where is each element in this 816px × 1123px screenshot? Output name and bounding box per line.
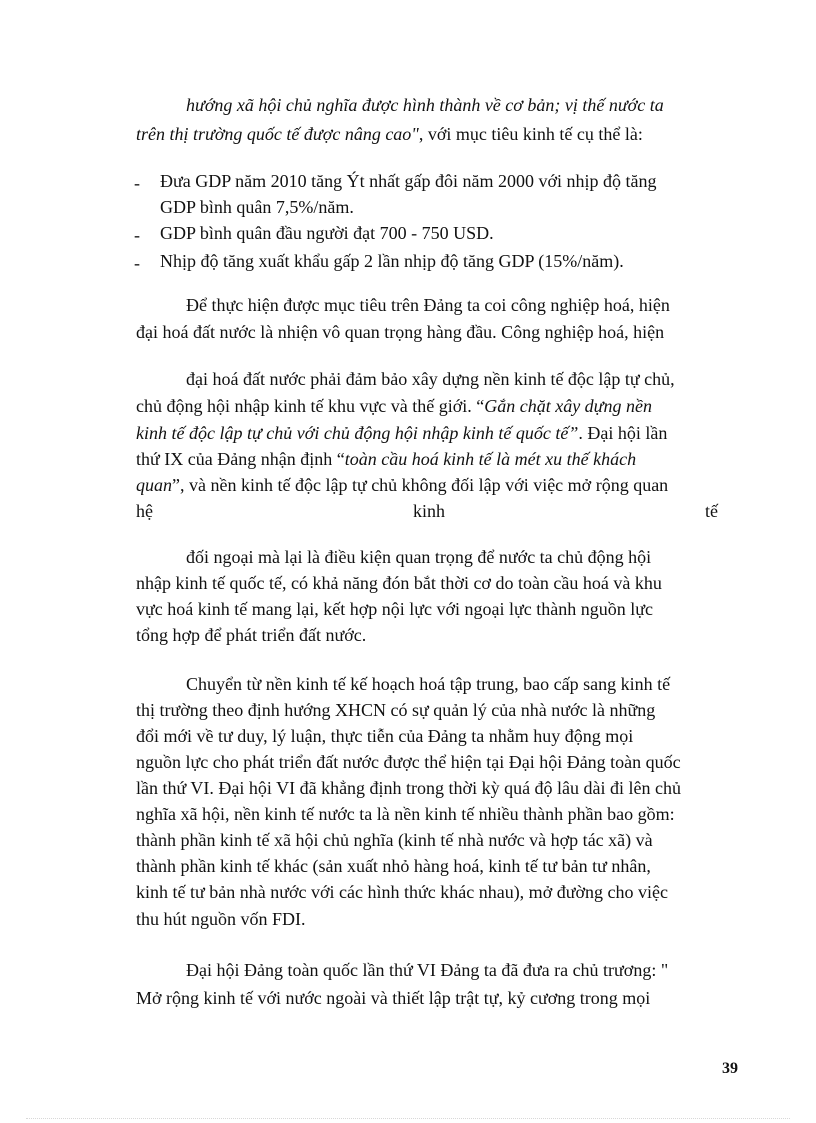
para3-line5	[136, 472, 718, 498]
para5-line: thành phần kinh tế xã hội chủ nghĩa (kinh tế nhà nước và hợp tác xã) và	[136, 830, 653, 850]
para3-line5-italic: quan	[136, 475, 172, 495]
para3-line4a: thứ IX của Đảng nhận định “	[136, 449, 345, 469]
para1-line2-italic: trên thị trường quốc tế được nâng cao"	[136, 124, 419, 144]
bullet-2-line1: GDP bình quân đầu người đạt 700 - 750 USD.	[160, 223, 494, 243]
bullet-3-line1: Nhịp độ tăng xuất khẩu gấp 2 lần nhịp độ tăng GDP (15%/năm).	[160, 251, 624, 271]
para5-line: Chuyển từ nền kinh tế kế hoạch hoá tập trung, bao cấp sang kinh tế	[186, 674, 671, 694]
para3-line2b: Gắn chặt xây dựng nền	[484, 396, 652, 416]
para2-line2: đại hoá đất nước là nhiện vô quan trọng hàng đầu. Công nghiệp hoá, hiện	[136, 322, 665, 342]
para6-line1: Đại hội Đảng toàn quốc lần thứ VI Đảng ta đã đưa ra chủ trương: "	[186, 960, 669, 980]
para5-line: đổi mới về tư duy, lý luận, thực tiễn của Đảng ta nhằm huy động mọi	[136, 726, 634, 746]
para3-line1: đại hoá đất nước phải đảm bảo xây dựng nền kinh tế độc lập tự chủ,	[186, 369, 675, 389]
bullet-dash: -	[134, 253, 140, 273]
para6-line2: Mở rộng kinh tế với nước ngoài và thiết lập trật tự, kỷ cương trong mọi	[136, 988, 651, 1008]
para3-line4b: toàn cầu hoá kinh tế là mét xu thế khách	[344, 449, 637, 469]
para5-line: lần thứ VI. Đại hội VI đã khẳng định trong thời kỳ quá độ lâu dài đi lên chủ	[136, 778, 682, 798]
para3-line5-rest: ”, và nền kinh tế độc lập tự chủ không đối lập với việc mở rộng quan	[172, 475, 669, 495]
para3-line6: hệ kinh tế	[136, 501, 718, 521]
para1-line2	[136, 121, 718, 147]
bullet-dash: -	[134, 173, 140, 193]
para4-line1: đối ngoại mà lại là điều kiện quan trọng để nước ta chủ động hội	[186, 547, 652, 567]
bullet-dash: -	[134, 225, 140, 245]
para5-line: nguồn lực cho phát triển đất nước được thể hiện tại Đại hội Đảng toàn quốc	[136, 752, 681, 772]
para3-line3-rest: . Đại hội lần	[578, 423, 668, 443]
para5-line: nghĩa xã hội, nền kinh tế nước ta là nền kinh tế nhiều thành phần bao gồm:	[136, 804, 675, 824]
para5-line: thành phần kinh tế khác (sản xuất nhỏ hàng hoá, kinh tế tư bản tư nhân,	[136, 856, 651, 876]
para3-line2	[136, 393, 718, 419]
para4-line4: tổng hợp để phát triển đất nước.	[136, 625, 367, 645]
para2-line1: Để thực hiện được mục tiêu trên Đảng ta coi công nghiệp hoá, hiện	[186, 295, 670, 315]
para3-line3	[136, 420, 718, 446]
para4-line2: nhập kinh tế quốc tế, có khả năng đón bắt thời cơ do toàn cầu hoá và khu	[136, 573, 662, 593]
page-number: 39	[722, 1060, 738, 1077]
para3-line2a: chủ động hội nhập kinh tế khu vực và thế giới. “	[136, 396, 485, 416]
para1-line2-rest: , với mục tiêu kinh tế cụ thể là:	[418, 124, 643, 144]
para3-line3-italic: kinh tế độc lập tự chủ với chủ động hội nhập kinh tế quốc tế”	[136, 423, 579, 443]
page-bottom-divider	[26, 1118, 790, 1119]
para5-line: thị trường theo định hướng XHCN có sự quản lý của nhà nước là những	[136, 700, 656, 720]
para3-line4	[136, 446, 718, 472]
para1-line1: hướng xã hội chủ nghĩa được hình thành về cơ bản; vị thế nước ta	[186, 95, 664, 115]
para5-line: thu hút nguồn vốn FDI.	[136, 909, 306, 929]
bullet-1-line2: GDP bình quân 7,5%/năm.	[160, 197, 354, 217]
para4-line3: vực hoá kinh tế mang lại, kết hợp nội lực với ngoại lực thành nguồn lực	[136, 599, 653, 619]
bullet-1-line1: Đưa GDP năm 2010 tăng Ýt nhất gấp đôi năm 2000 với nhịp độ tăng	[160, 171, 657, 191]
para5-line: kinh tế tư bản nhà nước với các hình thức khác nhau), mở đường cho việc	[136, 882, 668, 902]
